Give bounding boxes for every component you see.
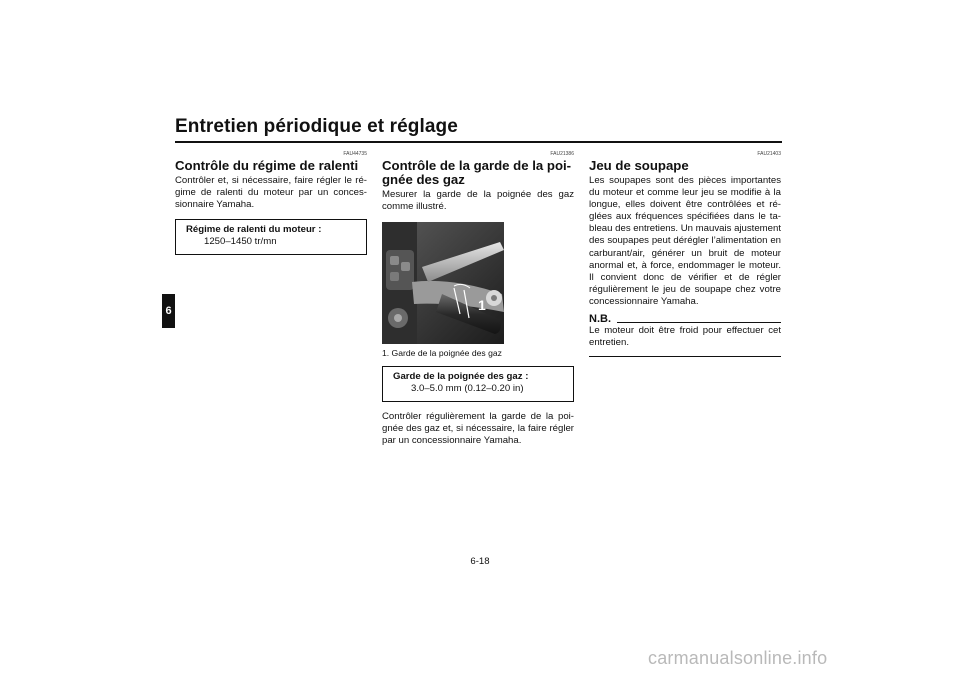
throttle-intro: Mesurer la garde de la poignée des gaz comme illustré.	[382, 189, 574, 213]
column-valve	[589, 151, 781, 357]
throttle-body: Contrôler régulièrement la garde de la poignée des gaz et, si nécessaire, la faire régler par un concessionnaire Yamaha.	[382, 411, 574, 447]
handlebar-illustration	[382, 222, 504, 344]
idle-body: Contrôler et, si nécessaire, faire régler le régime de ralenti du moteur par un concessionnaire Yamaha.	[175, 175, 367, 211]
throttle-grip-photo	[382, 222, 504, 344]
title-rule	[175, 141, 782, 143]
valve-heading: Jeu de soupape	[589, 158, 689, 173]
throttle-heading-line1: Contrôle de la garde de la poi-	[382, 158, 572, 173]
note-rule	[617, 322, 781, 323]
page-title: Entretien périodique et réglage	[175, 116, 458, 137]
column-throttle	[382, 151, 574, 447]
idle-spec-box	[175, 219, 367, 255]
callout-number: 1	[478, 297, 486, 314]
idle-spec-label: Régime de ralenti du moteur :	[186, 224, 322, 236]
chapter-tab: 6	[162, 294, 175, 328]
throttle-heading	[382, 159, 574, 187]
section-code: FAU44735	[343, 151, 367, 157]
note-label: N.B.	[589, 313, 611, 326]
valve-body: Les soupapes sont des pièces importantes du moteur et comme leur jeu se modifie à la longue, elles doivent être contrôlées et réglées aux fréquences spécifiées dans le tableau des entretiens. Un mauvais ajustement des soupapes peut dérégler l’alimentation en carburant/air, générer un bruit de moteur anormal et, à force, endommager le moteur. Il convient donc de vérifier et de régler régulièrement le jeu de soupape chez votre concessionnaire Yamaha.	[589, 175, 781, 307]
watermark: carmanualsonline.info	[648, 648, 828, 668]
throttle-spec-value: 3.0–5.0 mm (0.12–0.20 in)	[411, 383, 524, 395]
throttle-heading-line2: gnée des gaz	[382, 172, 465, 187]
section-code: FAU21386	[550, 151, 574, 157]
page-number: 6-18	[470, 556, 490, 567]
photo-caption: 1. Garde de la poignée des gaz	[382, 348, 502, 359]
throttle-spec-box	[382, 366, 574, 402]
note-header	[589, 313, 781, 325]
idle-spec-value: 1250–1450 tr/mn	[204, 236, 277, 248]
throttle-spec-label: Garde de la poignée des gaz :	[393, 371, 529, 383]
column-idle	[175, 151, 367, 255]
note-end-rule	[589, 356, 781, 357]
section-code: FAU21403	[757, 151, 781, 157]
note-text: Le moteur doit être froid pour effectuer cet entretien.	[589, 325, 781, 349]
idle-heading: Contrôle du régime de ralenti	[175, 158, 359, 173]
